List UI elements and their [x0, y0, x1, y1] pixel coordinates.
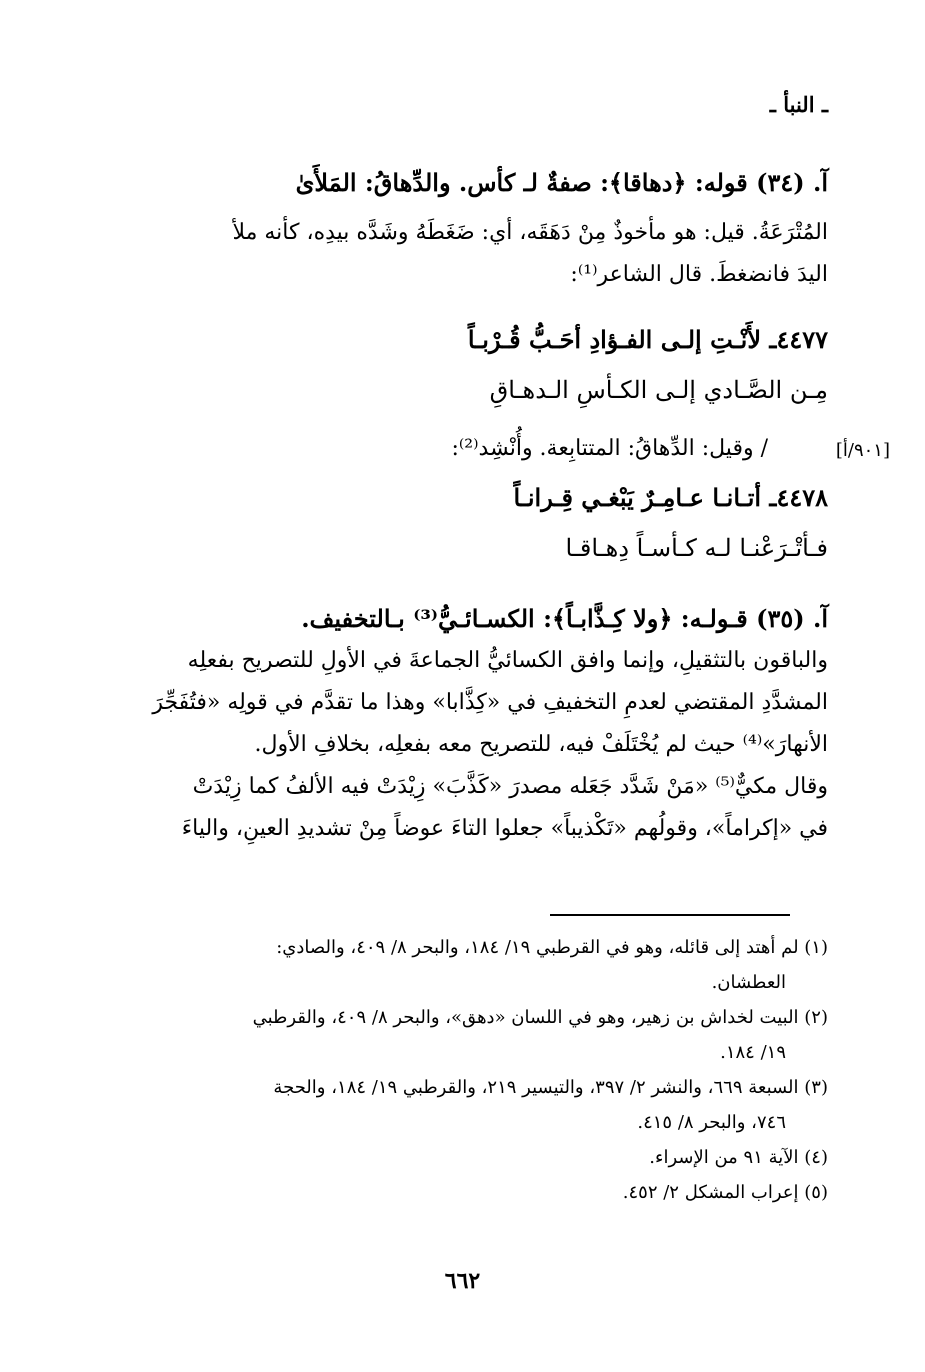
- page-number: ٦٦٢: [444, 1268, 481, 1294]
- verse-4478-second-hemistich: فـأتْـرَعْنـا لـه كـأسـاً دِهـاقـا: [565, 534, 828, 562]
- body-line: المُتْرَعَةُ. قيل: هو مأخوذٌ مِنْ دَهَقَه، أي: ضَغَطَهُ وشَدَّه بيدِه، كأنه ملأ: [232, 220, 828, 245]
- footnote-2: (٢) البيت لخداش بن زهير، وهو في اللسان «دهق»، والبحر ٨/ ٤٠٩، والقرطبي: [252, 1007, 828, 1028]
- verse-4477-first-hemistich: ٤٤٧٧ـ لأَنْـتِ إلـى الفـؤادِ أحَـبُّ قُـرْبـاً: [467, 325, 828, 354]
- body-line: في «إكراماً»، وقولُهم «تَكْذيباً» جعلوا التاءَ عوضاً مِنْ تشديدِ العينِ، والياءَ: [181, 816, 828, 841]
- verse-4477-second-hemistich: مِـن الصَّـادي إلـى الكـأسِ الـدهـاقِ: [489, 376, 828, 404]
- section-35-heading: آ. (٣٥) قـولـه: ﴿ولا كِـذَّابـاً﴾: الكسـائـيُّ⁽³⁾ بـالتخفيف.: [301, 604, 828, 633]
- footnote-4: (٤) الآية ٩١ من الإسراء.: [649, 1147, 828, 1168]
- interlude-line: [128, 428, 828, 470]
- section-34-heading: آ. (٣٤) قوله: ﴿دهاقا﴾: صفةٌ لـ كأس. والدِّهاقُ: المَلأَىٰ: [295, 168, 828, 197]
- footnote-5: (٥) إعراب المشكل ٢/ ٤٥٢.: [622, 1182, 828, 1203]
- body-line: وقال مكيٌّ⁽⁵⁾ «مَنْ شَدَّد جَعَله مصدرَ «كَذَّبَ» زِيْدَتْ فيه الألفُ كما زِيْدَتْ: [192, 774, 828, 799]
- footnote-separator: [550, 914, 790, 916]
- body-line: اليدَ فانضغطَ. قال الشاعر⁽¹⁾:: [570, 262, 828, 287]
- footnote-3: (٣) السبعة ٦٦٩، والنشر ٢/ ٣٩٧، والتيسير ٢١٩، والقرطبي ١٩/ ١٨٤، والحجة: [273, 1077, 828, 1098]
- section-34-body: [128, 212, 828, 296]
- body-line: الأنهارَ»⁽⁴⁾ حيث لم يُخْتَلَفْ فيه، للتصريح معه بفعلِه، بخلافِ الأول.: [254, 732, 828, 757]
- footnote-1: (١) لم أهتد إلى قائله، وهو في القرطبي ١٩/ ١٨٤، والبحر ٨/ ٤٠٩، والصادي:: [276, 937, 828, 958]
- body-line: المشدَّدِ المقتضي لعدمِ التخفيفِ في «كِذَّابا» وهذا ما تقدَّم في قولِه «فتُفَجِّرَ: [152, 690, 828, 715]
- verse-4478-first-hemistich: ٤٤٧٨ـ أتـانـا عـامِـرٌ يَبْغـي قِـرانـاً: [513, 483, 828, 512]
- footnote-3-continuation: ٧٤٦، والبحر ٨/ ٤١٥.: [637, 1112, 786, 1133]
- footnote-1-continuation: العطشان.: [711, 972, 786, 993]
- footnote-2-continuation: ١٩/ ١٨٤.: [720, 1042, 786, 1063]
- manuscript-folio-reference: [٩٠١/أ]: [835, 440, 890, 461]
- body-line: والباقون بالتثقيلِ، وإنما وافق الكسائيُّ الجماعةَ في الأولِ للتصريح بفعلِه: [187, 648, 828, 673]
- interlude-text: / وقيل: الدِّهاقُ: المتتابِعة. وأُنْشِد⁽²⁾:: [451, 436, 768, 461]
- running-header: ـ النبأ ـ: [769, 92, 828, 117]
- footnotes: [128, 930, 828, 1210]
- section-35-body: [128, 640, 828, 850]
